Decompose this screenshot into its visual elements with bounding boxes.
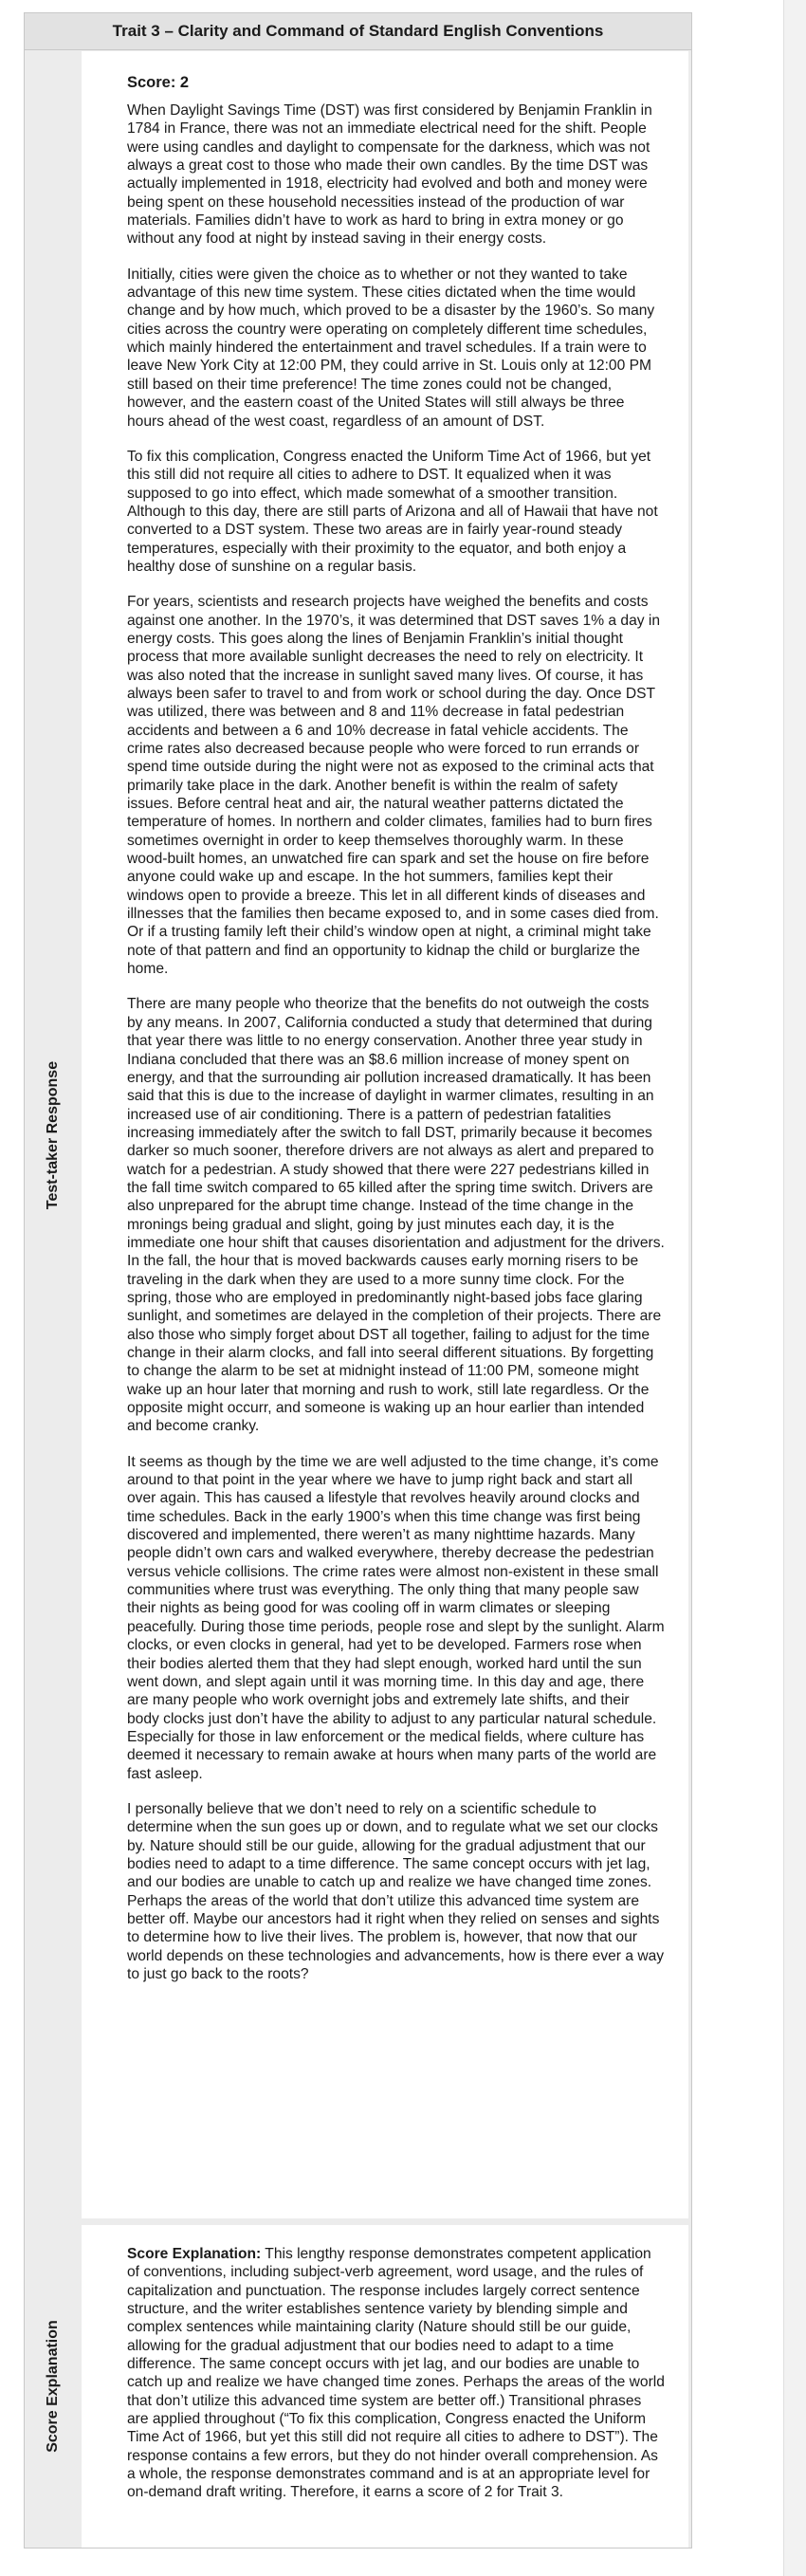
response-paragraph-5: There are many people who theorize that the benefits do not outweigh the costs by any means. In 2007, California conducted a study that determined that during that year there was little to no energy conservation. Another three year study in Indiana concluded that there was an $8.6 million increase of money spent on energy, and that the surrounding air pollution increased dramatically. It has been said that this is due to the increase of daylight in warmer climates, resulting in an increased use of air conditioning. There is a pattern of pedestrian fatalities increasing immediately after the switch to fall DST, primarily because it becomes darker so much sooner, therefore drivers are not always as alert and prepared to watch for a pedestrian. A study showed that there were 227 pedestrians killed in the fall time switch compared to 65 killed after the spring time switch. Drivers are also unprepared for the abrupt time change. Instead of the time change in the mronings being gradual and slight, going by just minutes each day, it is the immediate one hour shift that causes disorientation and adjustment for the drivers. In the fall, the hour that is moved backwards causes early morning risers to be traveling in the dark when they are used to a more sunny time clock. For the spring, those who are employed in predominantly night-based jobs face glaring sunlight, and sometimes are delayed in the completion of their projects. There are also those who simply forget about DST all together, failing to adjust for the time change in their alarm clocks, and fall into seeral different situations. By forgetting to change the alarm to be set at midnight instead of 11:00 PM, someone might wake up an hour later that morning and rush to work, still late regardless. Or the opposite might occurr, and someone is waking up an hour earlier than intended and become cranky. bbox=[127, 996, 665, 1435]
response-paragraph-6: It seems as though by the time we are well adjusted to the time change, it’s come around to that point in the year where we have to jump right back and start all over again. This has caused a lifestyle that revolves heavily around clocks and time schedules. Back in the early 1900’s when this time change was first being discovered and implemented, there weren’t as many nighttime hazards. Many people didn’t own cars and walked everywhere, thereby decrease the pedestrian versus vehicle collisions. The crime rates were almost non-existent in these small communities where trust was everything. The only thing that many people saw their nights as being good for was cooling off in warm climates or sleeping peacefully. During those time periods, people rose and slept by the sunlight. Alarm clocks, or even clocks in general, had yet to be developed. Farmers rose when their bodies alerted them that they had slept enough, worked hard until the sun went down, and slept again until it was morning time. In this day and age, there are many people who work overnight jobs and extremely late shifts, and their body clocks just don’t have the ability to adjust to any particular natural schedule. Especially for those in law enforcement or the medical fields, where culture has deemed it necessary to remain awake at hours when many parts of the world are fast asleep. bbox=[127, 1453, 665, 1782]
explanation-heading: Score Explanation: bbox=[127, 2246, 262, 2262]
score-label: Score: 2 bbox=[127, 74, 190, 91]
page-scrollbar[interactable] bbox=[783, 0, 806, 2576]
response-paragraph-4: For years, scientists and research projects have weighed the benefits and costs against one another. In the 1970’s, it was determined that DST saves 1% a day in energy costs. This goes along the lines of Benjamin Franklin’s initial thought process that more available sunlight decreases the need to rely on electricity. It was also noted that the increase in sunlight saved many lives. Of course, it has always been safer to travel to and from work or school during the day. Once DST was utilized, there was between and 8 and 11% decrease in fatal pedestrian accidents and between a 6 and 10% decrease in fatal vehicle accidents. The crime rates also decreased because people who were forced to run errands or spend time outside during the night were not as exposed to the criminal acts that primarily take place in the dark. Another benefit is within the realm of safety issues. Before central heat and air, the natural weather patterns dictated the temperature of homes. In northern and colder climates, families had to burn fires sometimes overnight in order to keep themselves thoroughly warm. In these wood-built homes, an unwatched fire can spark and set the house on fire before anyone could wake up and escape. In the hot summers, families kept their windows open to provide a breeze. This let in all different kinds of diseases and illnesses that the families then became exposed to, and in some cases died from. Or if a trusting family left their child’s window open at night, a criminal might take note of that pattern and find an opportunity to kidnap the child or burglarize the home. bbox=[127, 594, 661, 978]
response-paragraph-7: I personally believe that we don’t need to rely on a scientific schedule to determine when the sun goes up or down, and to regulate what we set our clocks by. Nature should still be our guide, allowing for the gradual adjustment that our bodies need to adapt to a time difference. The same concept occurs with jet lag, and our bodies are unable to catch up and realize we have changed time zones. Perhaps the areas of the world that don’t utilize this advanced time system are better off. Maybe our ancestors had it right when they relied on senses and sights to determine how to live their lives. The problem is, however, that now that our world depends on these technologies and advancements, how is there ever a way to just go back to the roots? bbox=[127, 1800, 665, 1982]
explanation-side-label bbox=[25, 2225, 82, 2548]
explanation-paragraph bbox=[127, 2245, 665, 2502]
explanation-panel bbox=[82, 2225, 688, 2548]
response-side-label-text: Test-taker Response bbox=[45, 1060, 62, 1209]
response-paragraph-2: Initially, cities were given the choice as to whether or not they wanted to take advantage of this new time system. These cities dictated when the time would change and by how much, which proved to be a disaster by the 1960’s. So many cities across the country were operating on completely different time schedules, which mainly hindered the entertainment and travel schedules. If a train were to leave New York City at 12:00 PM, they could arrive in St. Louis only at 12:00 PM still based on their time preference! The time zones could not be changed, however, and the eastern coast of the United States will still always be three hours ahead of the west coast, regardless of an amount of DST. bbox=[127, 266, 655, 430]
trait-frame bbox=[24, 12, 692, 2548]
response-paragraph-3: To fix this complication, Congress enacted the Uniform Time Act of 1966, but yet this still did not require all cities to adhere to DST. It equalized when it was supposed to go into effect, which made somewhat of a smoother transition. Although to this day, there are still parts of Arizona and all of Hawaii that have not converted to a DST system. These two areas are in fairly year-round steady temperatures, especially with their proximity to the equator, and both enjoy a healthy dose of sunshine on a regular basis. bbox=[127, 448, 658, 575]
trait-title: Trait 3 – Clarity and Command of Standard English Conventions bbox=[25, 13, 691, 50]
explanation-side-label-text: Score Explanation bbox=[45, 2320, 61, 2453]
response-panel bbox=[82, 51, 688, 2218]
explanation-text: This lengthy response demonstrates competent application of conventions, including subject-verb agreement, word usage, and the rules of capitalization and punctuation. The response includes largely correct sentence structure, and the writer establishes sentence variety by blending simple and complex sentences while maintaining clarity (Nature should still be our guide, allowing for the gradual adjustment that our bodies need to adapt to a time difference. The same concept occurs with jet lag, and our bodies are unable to catch up and realize we have changed time zones. Perhaps the areas of the world that don’t utilize this advanced time system are better off.) Transitional phrases are applied throughout (“To fix this complication, Congress enacted the Uniform Time Act of 1966, but yet this still did not require all cities to adhere to DST”). The response contains a few errors, but they do not hinder overall comprehension. As a whole, the response demonstrates command and is at an appropriate level for on-demand draft writing. Therefore, it earns a score of 2 for Trait 3. bbox=[127, 2246, 665, 2501]
response-side-label bbox=[25, 51, 82, 2218]
response-paragraph-1: When Daylight Savings Time (DST) was first considered by Benjamin Franklin in 1784 in France, there was not an immediate electrical need for the shift. People were using candles and daylight to compensate for the darkness, which was not always a great cost to those who made their own candles. By the time DST was actually implemented in 1918, electricity had evolved and both and money were being spent on these household necessities instead of the production of war materials. Families didn’t have to work as hard to bring in extra money or go without any food at night by instead saving in their energy costs. bbox=[127, 102, 652, 248]
